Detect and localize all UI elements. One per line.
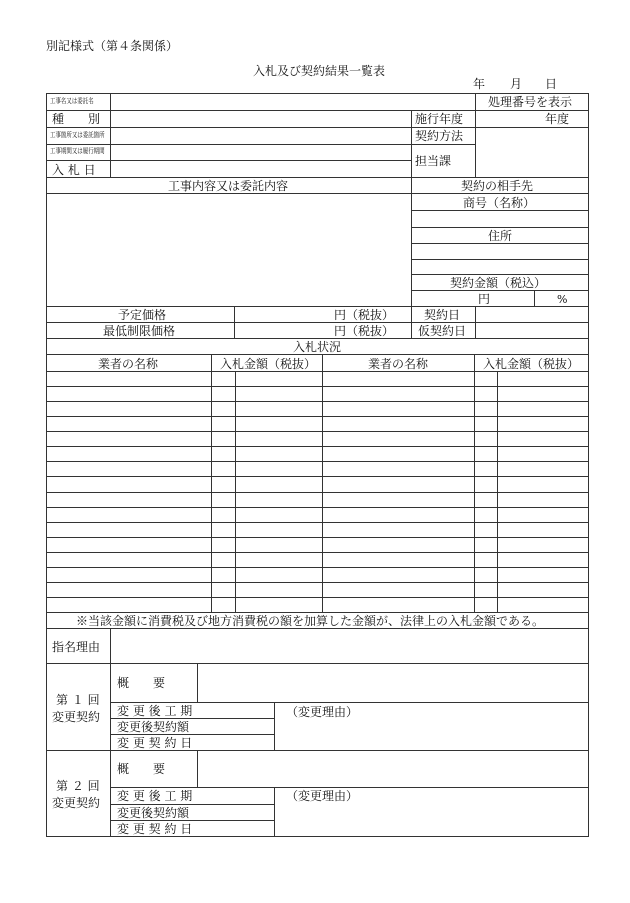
change-1-summary-field[interactable] [198,664,588,702]
processing-number-label: 処理番号を表示 [488,95,573,109]
bidder-name-header-2: 業者の名称 [368,357,429,371]
yen-excl-tax-1: 円（税抜） [334,308,395,322]
provisional-contract-date-label: 仮契約日 [418,324,467,338]
date-year-label: 年 [473,77,486,91]
form-label: 別記様式（第４条関係） [46,39,179,53]
bid-table-body[interactable] [47,372,588,612]
counterparty-heading: 契約の相手先 [461,179,534,193]
content-heading: 工事内容又は委託内容 [168,179,289,193]
bid-note: ※当該金額に消費税及び地方消費税の額を加算した金額が、法律上の入札金額である。 [76,614,545,628]
bid-status-heading: 入札状況 [293,340,342,354]
planned-price-label: 予定価格 [118,308,167,322]
yen-excl-tax-2: 円（税抜） [334,324,395,338]
change-2-new-period-label: 変 更 後 工 期 [117,789,193,803]
date-day-label: 日 [545,77,558,91]
minimum-price-label: 最低制限価格 [103,324,176,338]
change-2-summary-label: 概 要 [117,762,166,776]
change-2-reason-label: （変更理由） [286,789,359,803]
change-2-new-amount-label: 変更後契約額 [117,806,190,820]
change-2-change-date-label: 変 更 契 約 日 [117,822,193,836]
project-name-label: 工事名又は委託名 [50,97,94,105]
fiscal-year-label: 施行年度 [415,112,464,126]
designation-reason-label: 指名理由 [52,640,101,654]
change-1-reason-label: （変更理由） [286,705,359,719]
bid-amount-header-1: 入札金額（税抜） [220,357,317,371]
type-field[interactable] [111,111,411,127]
bidder-name-header-1: 業者の名称 [98,357,159,371]
change-1-summary-label: 概 要 [117,676,166,690]
location-field[interactable] [111,128,411,144]
trade-name-label: 商号（名称） [463,196,536,210]
change-1-label-line2: 変更契約 [52,710,101,724]
percent-unit: % [557,293,568,306]
bid-amount-header-2: 入札金額（税抜） [483,357,580,371]
fiscal-year-suffix: 年度 [545,112,570,126]
change-2-label-line2: 変更契約 [52,796,101,810]
bid-date-label: 入 札 日 [52,163,96,177]
period-label: 工事期間又は履行期間 [50,147,105,155]
contract-date-label: 契約日 [424,308,461,322]
type-label: 種 別 [52,112,101,126]
location-label: 工事箇所又は委託箇所 [50,131,105,139]
document-title: 入札及び契約結果一覧表 [253,64,386,78]
period-field[interactable] [111,145,411,160]
contract-method-label: 契約方法 [415,129,464,143]
department-label: 担当課 [415,154,452,168]
change-2-label-line1: 第 ２ 回 [56,779,100,793]
bid-date-field[interactable] [111,161,411,177]
date-month-label: 月 [510,77,523,91]
change-1-label-line1: 第 １ 回 [56,693,100,707]
change-2-summary-field[interactable] [198,751,588,787]
change-1-new-period-label: 変 更 後 工 期 [117,704,193,718]
address-label: 住所 [488,229,513,243]
change-1-new-amount-label: 変更後契約額 [117,720,190,734]
yen-unit: 円 [478,292,491,306]
change-1-change-date-label: 変 更 契 約 日 [117,736,193,750]
contract-amount-label: 契約金額（税込） [450,276,547,290]
change-1-reason-field[interactable] [275,703,588,750]
change-2-reason-field[interactable] [275,788,588,836]
project-name-field[interactable] [111,94,475,110]
designation-reason-field[interactable] [111,629,588,663]
content-field[interactable] [47,194,411,306]
